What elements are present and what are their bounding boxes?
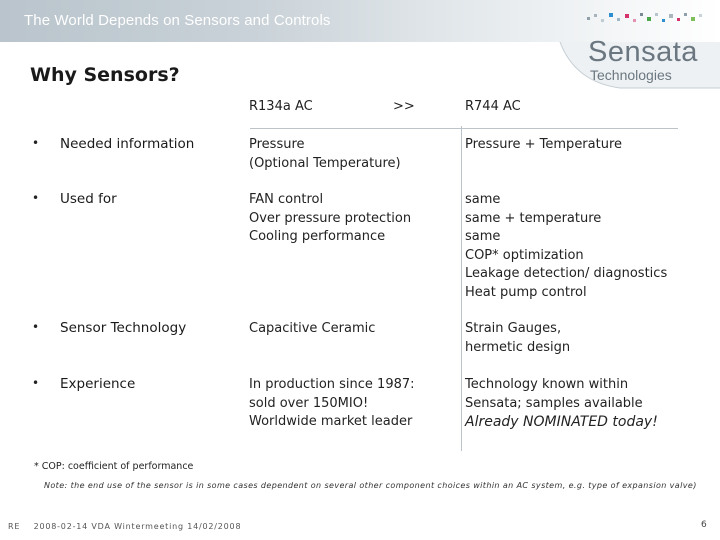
column-header-r134a: R134a AC (249, 99, 313, 114)
page-number: 6 (701, 520, 707, 530)
bullet: • (32, 191, 40, 205)
column-divider (461, 126, 462, 451)
cell-line: FAN control (249, 192, 324, 207)
row-label: Experience (60, 376, 136, 392)
row-label: Needed information (60, 136, 195, 152)
cell-line: COP* optimization (465, 247, 584, 263)
sensata-logo (588, 36, 698, 82)
bullet: • (32, 136, 40, 150)
cell-line: Technology known within (465, 377, 629, 392)
logo-dots-icon (585, 11, 705, 25)
r134a-cell (249, 191, 411, 247)
header-divider (250, 128, 678, 129)
bullet: • (32, 376, 40, 390)
note-text: Note: the end use of the sensor is in some cases dependent on several other component choices within an AC system, e.g. type of expansion valve) (44, 481, 697, 490)
cell-line: hermetic design (465, 339, 571, 355)
cell-line: same + temperature (465, 210, 602, 226)
footer-initials: RE (8, 522, 21, 531)
cell-line: Capacitive Ceramic (249, 321, 376, 336)
cell-line: Worldwide market leader (249, 414, 413, 429)
logo-subtitle: Technologies (590, 67, 672, 83)
footer-event: 2008-02-14 VDA Wintermeeting 14/02/2008 (33, 522, 242, 531)
cell-line: same (465, 192, 501, 207)
cell-line: same (465, 229, 501, 244)
cell-line: In production since 1987: (249, 377, 415, 392)
nominated-highlight: Already NOMINATED today! (465, 414, 658, 430)
row-label: Sensor Technology (60, 320, 187, 336)
r744-cell (465, 191, 667, 302)
cell-line: Pressure (249, 137, 305, 152)
column-header-arrow: >> (393, 99, 415, 114)
r744-cell (465, 376, 658, 432)
footnote: * COP: coefficient of performance (34, 461, 194, 472)
footer (8, 522, 241, 531)
cell-line: Cooling performance (249, 229, 386, 244)
r134a-cell (249, 376, 415, 432)
r134a-cell (249, 320, 375, 339)
r134a-cell (249, 136, 401, 173)
cell-line: (Optional Temperature) (249, 155, 401, 171)
cell-line: Pressure + Temperature (465, 137, 623, 152)
cell-line: Heat pump control (465, 284, 587, 300)
banner-title: The World Depends on Sensors and Controls (24, 12, 331, 29)
column-header-r744: R744 AC (465, 99, 521, 114)
r744-cell (465, 320, 570, 357)
cell-line: Over pressure protection (249, 210, 412, 226)
logo-name: Sensata (588, 36, 698, 68)
bullet: • (32, 320, 40, 334)
row-label: Used for (60, 191, 117, 207)
cell-line: Leakage detection/ diagnostics (465, 266, 668, 281)
r744-cell (465, 136, 622, 155)
cell-line: Sensata; samples available (465, 395, 643, 411)
cell-line: sold over 150MIO! (249, 395, 369, 411)
cell-line: Strain Gauges, (465, 321, 562, 336)
page-title: Why Sensors? (30, 64, 180, 86)
